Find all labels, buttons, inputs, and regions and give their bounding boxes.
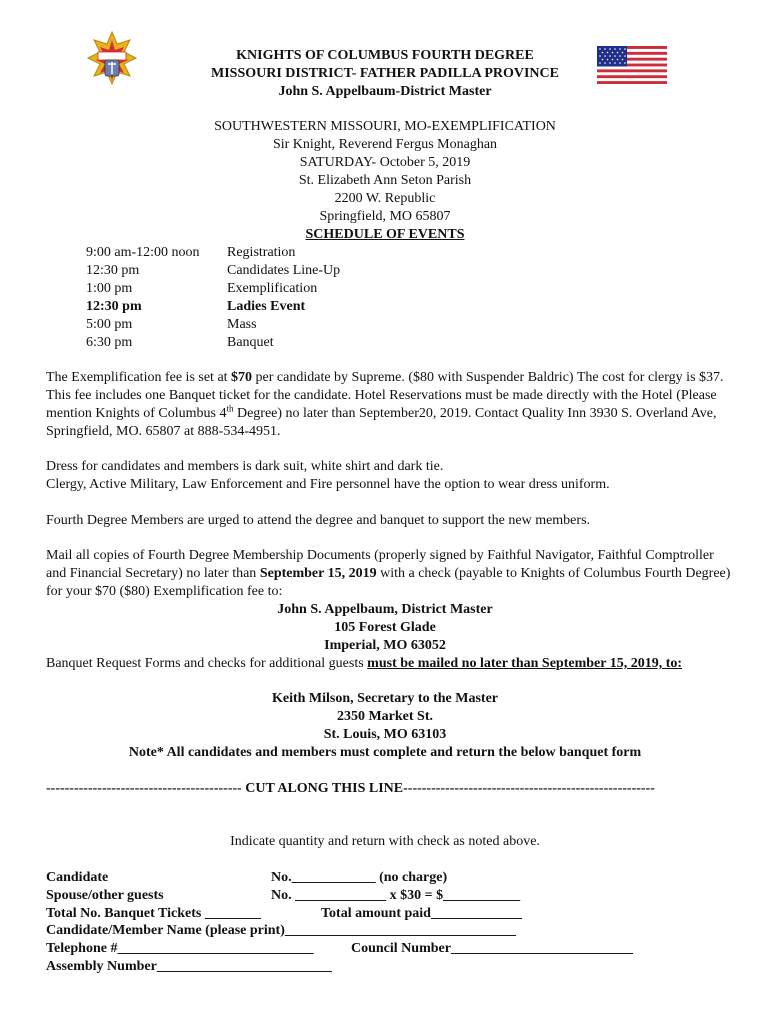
fee-text: per candidate by Supreme. ($80 with Suspender Baldric) The cost for clergy is $37. This fee includes one Banquet ticket for the candidate. Hotel Reservations must be made directly with the Hotel (Please mention Knights of Columbus 4 — [46, 370, 724, 421]
banquet-request-paragraph — [46, 655, 736, 673]
event-venue: St. Elizabeth Ann Seton Parish — [298, 173, 472, 188]
schedule-event: Registration — [227, 245, 296, 260]
address2-city: St. Louis, MO 63103 — [323, 727, 447, 742]
fee-amount: $70 — [231, 370, 253, 385]
total-tickets-field[interactable]: Total No. Banquet Tickets ________ — [46, 906, 261, 921]
schedule-row — [86, 280, 340, 298]
urge-text: Fourth Degree Members are urged to attend the degree and banquet to support the new members. — [46, 513, 591, 528]
schedule-time: 12:30 pm — [86, 263, 140, 278]
dress-line-1: Dress for candidates and members is dark suit, white shirt and dark tie. — [46, 459, 444, 474]
schedule-row — [86, 262, 340, 280]
cut-line: ------------------------------------------ CUT ALONG THIS LINE------------------------------------------------------ — [46, 781, 655, 796]
fee-text: The Exemplification fee is set at — [46, 370, 232, 385]
schedule-row — [86, 316, 340, 334]
banquet-request-text: Banquet Request Forms and checks for additional guests — [46, 656, 368, 671]
spouse-label: Spouse/other guests — [46, 888, 164, 903]
header-line-1: KNIGHTS OF COLUMBUS FOURTH DEGREE — [236, 48, 534, 63]
total-amount-field[interactable]: Total amount paid_____________ — [321, 906, 522, 921]
schedule-time: 5:00 pm — [86, 317, 133, 332]
assembly-number-field[interactable]: Assembly Number_________________________ — [46, 959, 332, 974]
schedule-time: 1:00 pm — [86, 281, 133, 296]
superscript: th — [226, 403, 234, 414]
header-line-2: MISSOURI DISTRICT- FATHER PADILLA PROVINCE — [211, 66, 559, 81]
mail-deadline: September 15, 2019 — [259, 566, 377, 581]
schedule-event: Ladies Event — [227, 299, 306, 314]
member-name-field[interactable]: Candidate/Member Name (please print)_________________________________ — [46, 923, 516, 938]
address2-name: Keith Milson, Secretary to the Master — [271, 691, 498, 706]
fee-paragraph — [46, 369, 736, 441]
mail-text: Mail all copies of Fourth Degree Membership Documents (properly signed by Faithful Navigator, Faithful Comptroller and Financial Secretary) no later than — [46, 548, 714, 581]
candidate-field[interactable]: No.____________ (no charge) — [271, 870, 448, 885]
event-title: SOUTHWESTERN MISSOURI, MO-EXEMPLIFICATION — [214, 119, 556, 134]
schedule-row — [86, 244, 340, 262]
council-number-field[interactable]: Council Number__________________________ — [351, 941, 633, 956]
schedule-row — [86, 298, 340, 316]
schedule-event: Exemplification — [227, 281, 318, 296]
address1-street: 105 Forest Glade — [334, 620, 436, 635]
fee-text: Degree) no later than September20, 2019. Contact Quality Inn 3930 S. Overland Ave, Springfield, MO. 65807 at 888-534-4951. — [46, 406, 717, 439]
schedule-event: Candidates Line-Up — [227, 263, 341, 278]
address2-street: 2350 Market St. — [336, 709, 434, 724]
schedule-row — [86, 334, 340, 352]
header-line-3: John S. Appelbaum-District Master — [278, 84, 492, 99]
schedule-event: Mass — [227, 317, 257, 332]
dress-line-2: Clergy, Active Military, Law Enforcement and Fire personnel have the option to wear dress uniform. — [46, 477, 610, 492]
note-text: Note* All candidates and members must complete and return the below banquet form — [128, 745, 642, 760]
mail-text: with a check (payable to Knights of Columbus Fourth Degree) for your $70 ($80) Exemplification fee to: — [46, 566, 731, 599]
schedule-time: 12:30 pm — [86, 299, 142, 314]
schedule-time: 6:30 pm — [86, 335, 133, 350]
event-honoree: Sir Knight, Reverend Fergus Monaghan — [272, 137, 498, 152]
candidate-label: Candidate — [46, 870, 109, 885]
schedule-heading: SCHEDULE OF EVENTS — [305, 227, 465, 242]
form-instruction: Indicate quantity and return with check as noted above. — [230, 834, 540, 849]
telephone-field[interactable]: Telephone #____________________________ — [46, 941, 314, 956]
address1-name: John S. Appelbaum, District Master — [277, 602, 493, 617]
mail-paragraph — [46, 547, 736, 601]
schedule-time: 9:00 am-12:00 noon — [86, 245, 200, 260]
event-city: Springfield, MO 65807 — [319, 209, 451, 224]
spouse-field[interactable]: No. _____________ x $30 = $___________ — [271, 888, 521, 903]
banquet-request-deadline: must be mailed no later than September 15, 2019, to: — [367, 656, 683, 671]
schedule-table — [86, 244, 340, 352]
event-date: SATURDAY- October 5, 2019 — [299, 155, 471, 170]
event-street: 2200 W. Republic — [334, 191, 436, 206]
address1-city: Imperial, MO 63052 — [324, 638, 446, 653]
schedule-event: Banquet — [227, 335, 274, 350]
